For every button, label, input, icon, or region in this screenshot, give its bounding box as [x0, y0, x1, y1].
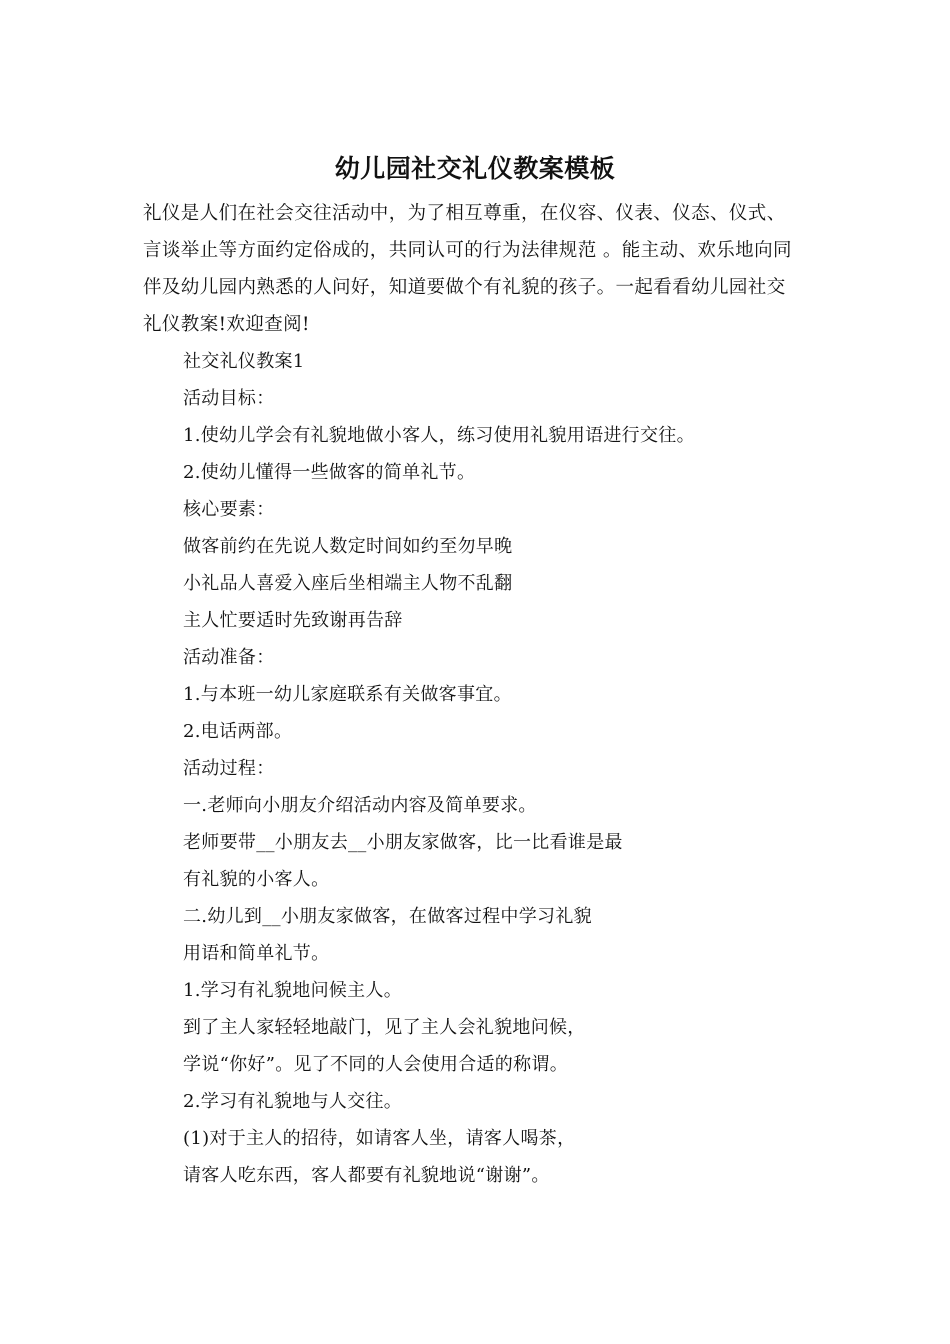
intro-line: 言谈举止等方面约定俗成的，共同认可的行为法律规范 。能主动、欢乐地向同: [143, 240, 792, 261]
subheading: 活动过程：: [183, 758, 275, 779]
subheading: 活动目标：: [183, 388, 275, 409]
subheading: 活动准备：: [183, 647, 275, 668]
body-line: 学说“你好”。见了不同的人会使用合适的称谓。: [183, 1054, 569, 1075]
body-line: 老师要带__小朋友去__小朋友家做客，比一比看谁是最: [183, 832, 623, 853]
body-line: 用语和简单礼节。: [183, 943, 330, 964]
lesson-plan-body: [183, 347, 823, 1198]
body-line: 小礼品人喜爱入座后坐相端主人物不乱翻: [183, 573, 513, 594]
intro-line: 伴及幼儿园内熟悉的人问好，知道要做个有礼貌的孩子。一起看看幼儿园社交: [143, 277, 786, 298]
body-line: 一.老师向小朋友介绍活动内容及简单要求。: [183, 795, 537, 816]
body-line: 2.学习有礼貌地与人交往。: [183, 1091, 403, 1112]
body-line: 2.使幼儿懂得一些做客的简单礼节。: [183, 462, 476, 483]
body-line: 有礼貌的小客人。: [183, 869, 330, 890]
document-title: 幼儿园社交礼仪教案模板: [334, 154, 616, 183]
body-line: (1)对于主人的招待，如请客人坐，请客人喝茶，: [183, 1128, 576, 1149]
body-line: 1.与本班一幼儿家庭联系有关做客事宜。: [183, 684, 512, 705]
body-line: 1.使幼儿学会有礼貌地做小客人，练习使用礼貌用语进行交往。: [183, 425, 695, 446]
intro-paragraph: [143, 199, 815, 347]
body-line: 到了主人家轻轻地敲门，见了主人会礼貌地问候，: [183, 1017, 586, 1038]
body-line: 2.电话两部。: [183, 721, 293, 742]
body-line: 做客前约在先说人数定时间如约至勿早晚: [183, 536, 513, 557]
body-line: 二.幼儿到__小朋友家做客，在做客过程中学习礼貌: [183, 906, 592, 927]
intro-line: 礼仪是人们在社会交往活动中，为了相互尊重，在仪容、仪表、仪态、仪式、: [143, 203, 786, 224]
section-heading: 社交礼仪教案1: [183, 351, 305, 372]
body-line: 1.学习有礼貌地问候主人。: [183, 980, 403, 1001]
subheading: 核心要素：: [183, 499, 275, 520]
intro-line: 礼仪教案!欢迎查阅!: [143, 314, 310, 335]
body-line: 主人忙要适时先致谢再告辞: [183, 610, 403, 631]
body-line: 请客人吃东西，客人都要有礼貌地说“谢谢”。: [183, 1165, 550, 1186]
